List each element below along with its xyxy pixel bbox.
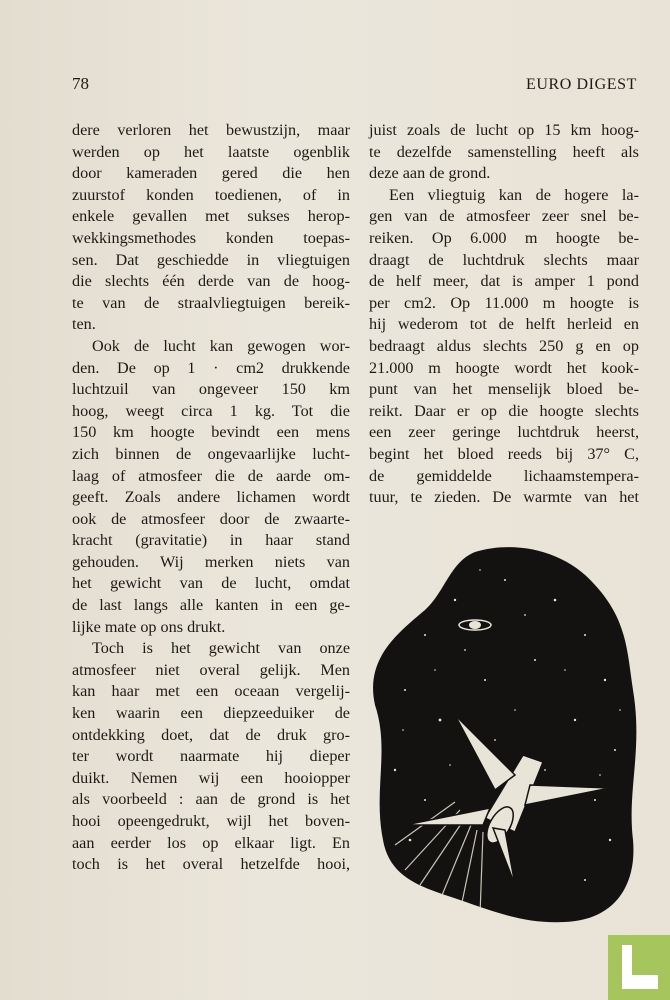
page-header — [72, 74, 637, 94]
text-line: Ook de lucht kan gewogen wor- — [92, 336, 350, 355]
paragraph-5 — [369, 185, 639, 509]
text-line: kracht (gravitatie) in haar stand — [72, 531, 350, 550]
text-line: ontdekking doet, dat de druk gro- — [72, 725, 350, 744]
text-line: ook de atmosfeer door de zwaarte- — [72, 509, 350, 528]
text-line: ter wordt naarmate hij dieper — [72, 747, 350, 766]
text-line: bedraagt aldus slechts 250 g en op — [369, 336, 639, 355]
paragraph-3 — [72, 638, 350, 876]
text-line: ken waarin een diepzeeduiker de — [72, 704, 350, 723]
paragraph-2 — [72, 336, 350, 638]
text-line: zich binnen de ongevaarlijke lucht- — [72, 444, 350, 463]
text-line: de helf meer, dat is amper 1 pond — [369, 272, 639, 291]
text-line: geeft. Zoals andere lichamen wordt — [72, 488, 350, 507]
text-line: juist zoals de lucht op 15 km hoog- — [369, 121, 639, 139]
text-line: Een vliegtuig kan de hogere la- — [389, 185, 639, 204]
catawiki-l-icon — [622, 945, 658, 989]
text-line: toch is het overal hetzelfde hooi, — [72, 855, 350, 874]
text-line: ten. — [72, 315, 96, 334]
paragraph-1 — [72, 120, 350, 336]
text-line: tuur, te zieden. De warmte van het — [369, 488, 639, 507]
text-line: 21.000 m hoogte wordt het kook- — [369, 358, 639, 377]
text-line: per cm2. Op 11.000 m hoogte is — [369, 293, 639, 312]
text-line: dere verloren het bewustzijn, maar — [72, 121, 350, 139]
text-line: wekkingsmethodes konden toepas- — [72, 228, 350, 247]
text-line: de gemiddelde lichaamstempera- — [369, 466, 639, 485]
text-line: een zeer geringe luchtdruk heerst, — [369, 423, 639, 442]
page-number: 78 — [72, 74, 89, 93]
text-line: door kameraden gered die hen — [72, 164, 350, 183]
text-line: laag of atmosfeer die de aarde om- — [72, 466, 350, 485]
artist-signature: bob mau — [540, 903, 568, 912]
text-line: duikt. Nemen wij een hooiopper — [72, 768, 350, 787]
catawiki-badge — [608, 935, 670, 1000]
text-line: te van de straalvliegtuigen bereik- — [72, 293, 350, 312]
text-line: die slechts één derde van de hoog- — [72, 272, 350, 291]
text-line: aan eerder los op elkaar ligt. En — [72, 833, 350, 852]
left-column — [72, 120, 350, 876]
text-line: luchtzuil van ongeveer 150 km — [72, 380, 350, 399]
text-line: 150 km hoogte bevindt een mens — [72, 423, 350, 442]
text-line: begint het bloed reeds bij 37° C, — [369, 444, 639, 463]
text-line: atmosfeer niet overal gelijk. Men — [72, 660, 350, 679]
text-line: gen van de atmosfeer zeer snel be- — [369, 207, 639, 226]
text-line: hij wederom tot de helft herleid en — [369, 315, 639, 334]
text-line: punt van het menselijk bloed be- — [369, 380, 639, 399]
text-line: hoog, weegt circa 1 kg. Tot die — [72, 401, 350, 420]
text-line: lijke mate op ons drukt. — [72, 617, 226, 636]
text-line: kan haar met een oceaan vergelij- — [72, 682, 350, 701]
text-line: draagt de luchtdruk slechts maar — [369, 250, 639, 269]
text-line: de last langs alle kanten in een ge- — [72, 596, 350, 615]
paragraph-4 — [369, 120, 639, 185]
text-line: reikt. Daar er op die hoogte slechts — [369, 401, 639, 420]
text-line: als voorbeeld : aan de grond is het — [72, 790, 350, 809]
text-line: hooi opeengedrukt, wijl het boven- — [72, 812, 350, 830]
text-line: den. De op 1 · cm2 drukkende — [72, 358, 350, 377]
text-line: gehouden. Wij merken niets van — [72, 552, 350, 571]
text-line: deze aan de grond. — [369, 164, 491, 183]
right-column — [369, 120, 639, 509]
text-line: sen. Dat geschiedde in vliegtuigen — [72, 250, 350, 269]
rocket-illustration — [365, 540, 640, 925]
running-title: EURO DIGEST — [525, 76, 637, 93]
planet — [469, 621, 481, 629]
text-line: enkele gevallen met sukses herop- — [72, 207, 350, 226]
text-line: Toch is het gewicht van onze — [92, 639, 350, 658]
text-line: werden op het laatste ogenblik — [72, 142, 350, 161]
space-background — [373, 547, 636, 922]
text-line: zuurstof konden toedienen, of in — [72, 185, 350, 204]
text-line: te dezelfde samenstelling heeft als — [369, 142, 639, 161]
text-line: reiken. Op 6.000 m hoogte be- — [369, 228, 639, 247]
text-line: het gewicht van de lucht, omdat — [72, 574, 350, 593]
